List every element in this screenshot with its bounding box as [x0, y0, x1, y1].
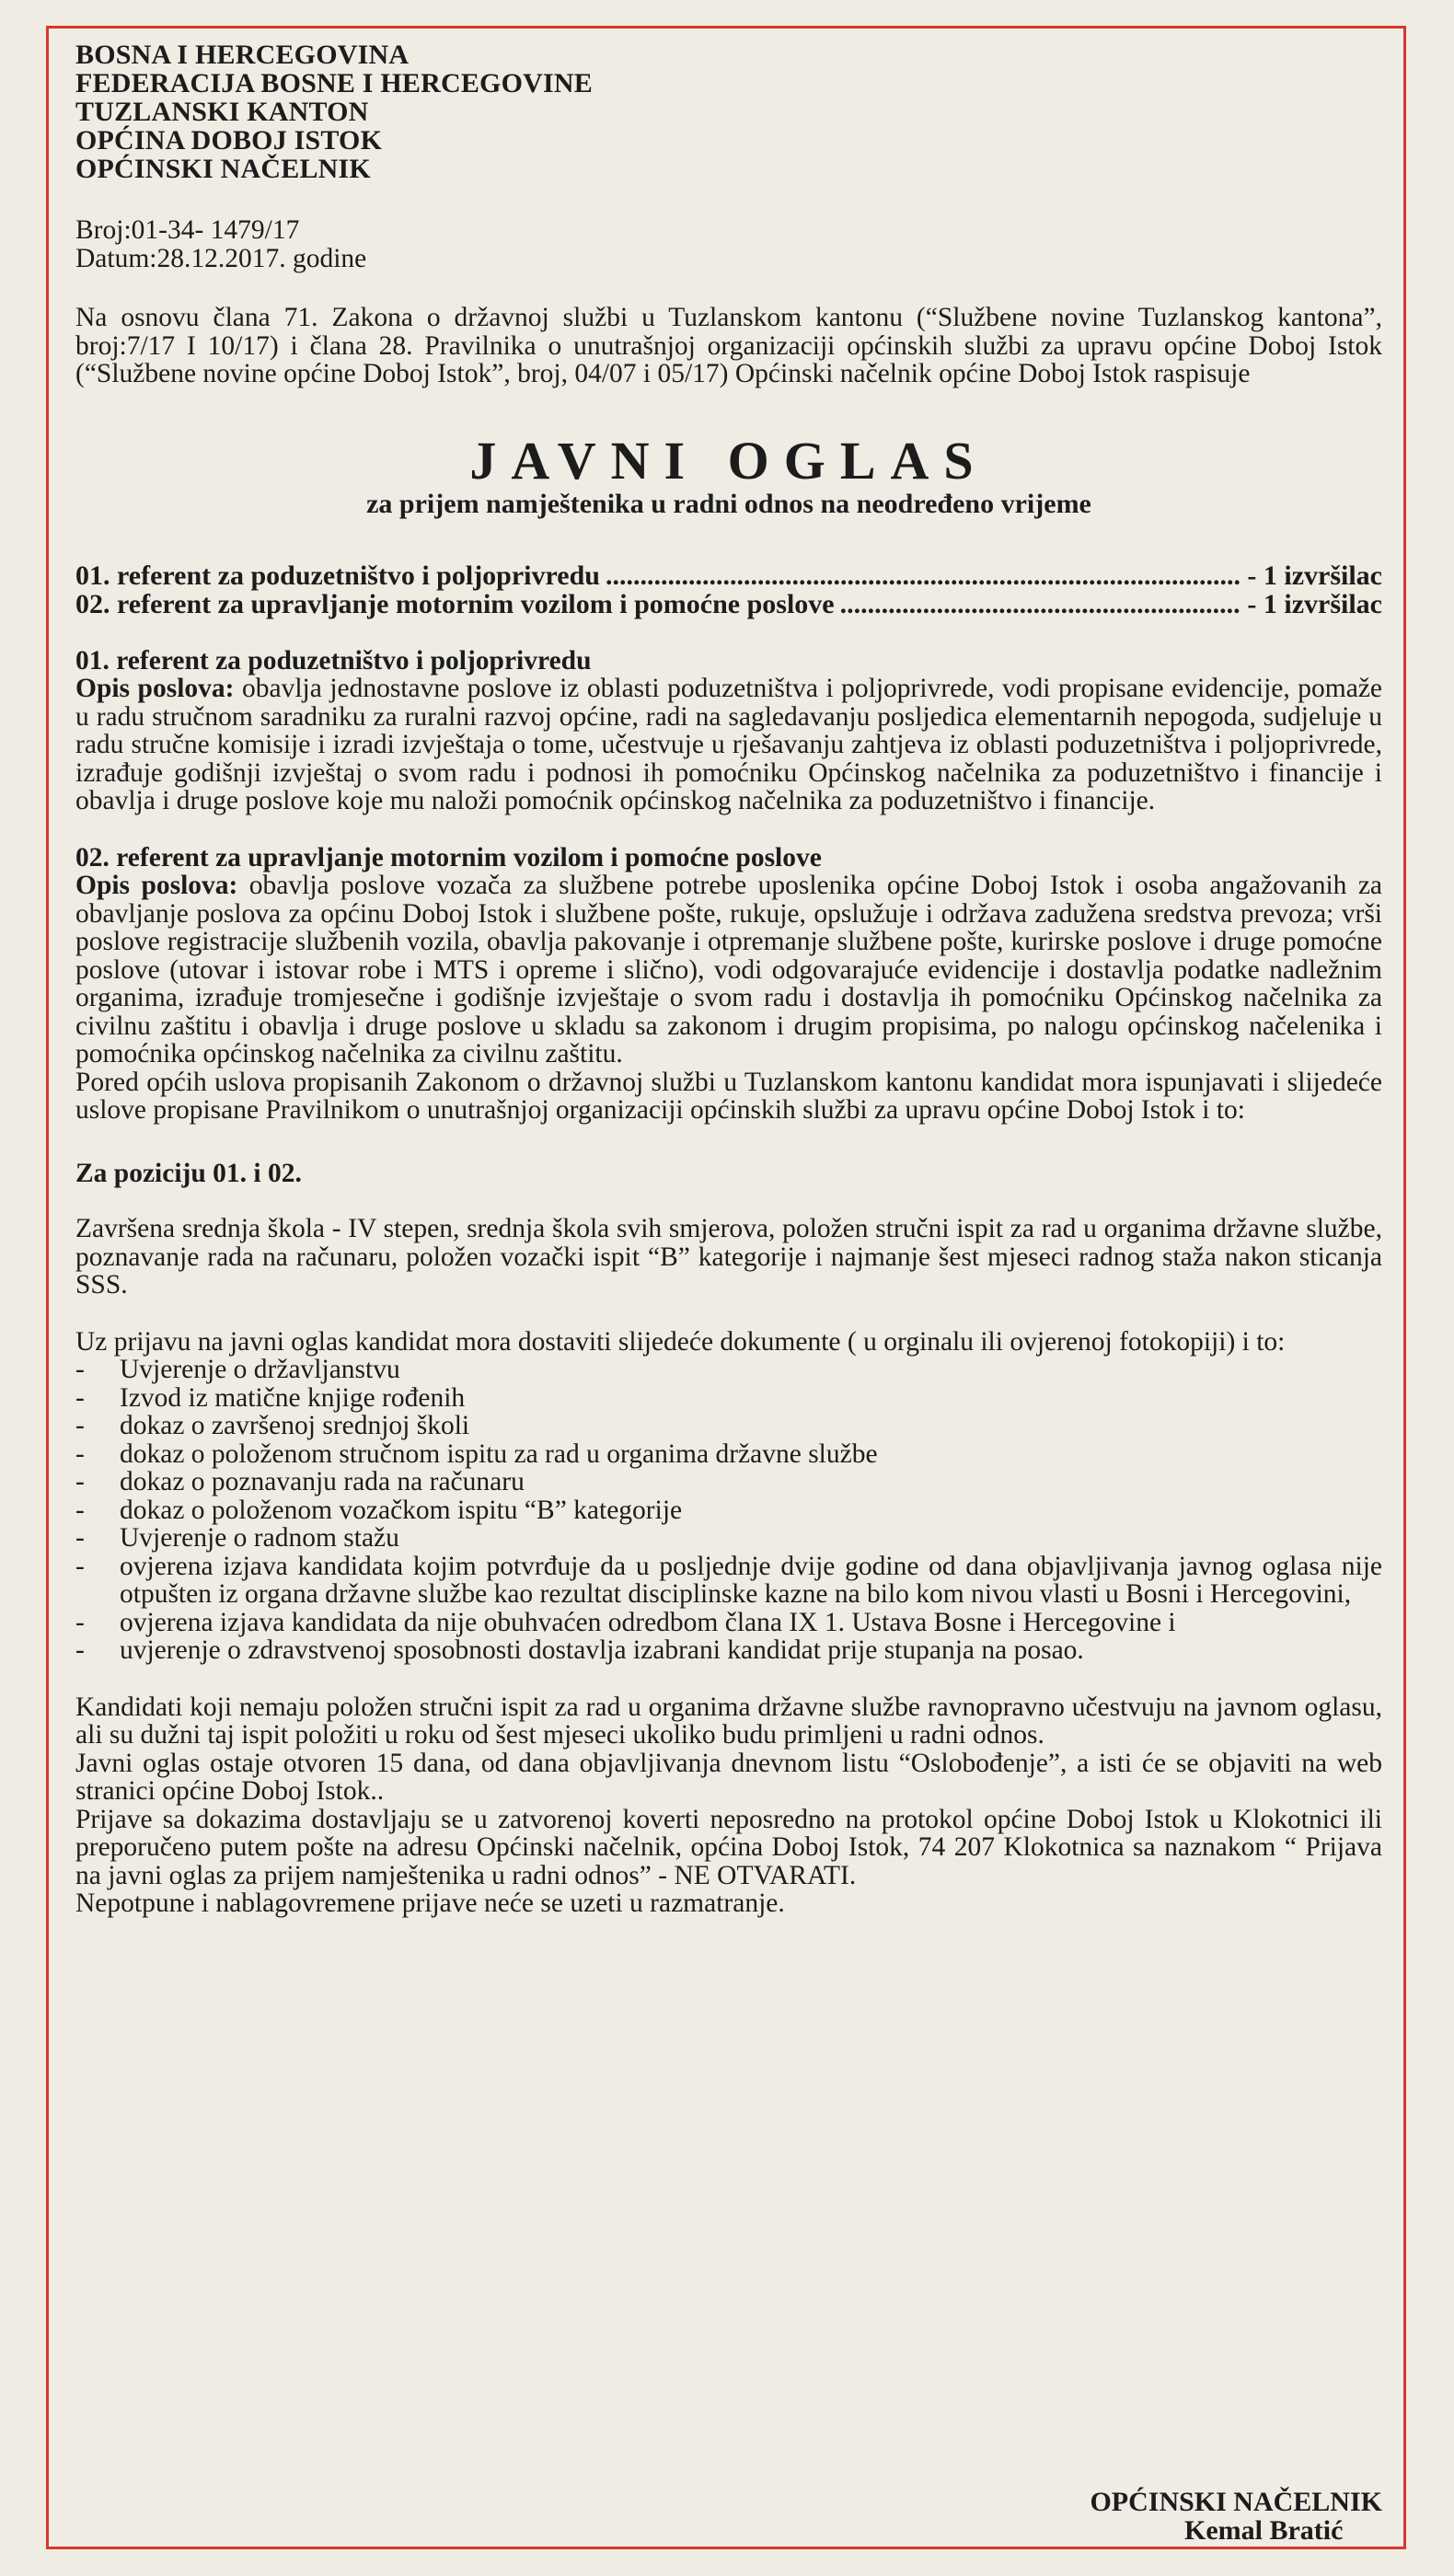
document-date: Datum:28.12.2017. godine [75, 243, 367, 273]
leader-dots [840, 590, 1242, 618]
signature-name: Kemal Bratić [1183, 2515, 1344, 2546]
general-conditions: Pored općih uslova propisanih Zakonom o državnoj službi u Tuzlanskom kantonu kandidat mora ispunjavati i slijedeće uslove propisane Pravilnikom o unutrašnjoj organizaciji općinskih službi za upravu općine Doboj Istok i to: [75, 1067, 1382, 1125]
list-item-text: ovjerena izjava kandidata da nije obuhvaćen odredbom člana IX 1. Ustava Bosne i Hercegovine i [120, 1607, 1176, 1637]
list-dash: - [75, 1467, 85, 1496]
list-dash: - [75, 1438, 85, 1469]
documents-list [75, 1356, 1382, 1665]
intro-paragraph: Na osnovu člana 71. Zakona o državnoj službi u Tuzlanskom kantonu (“Službene novine Tuzlanskog kantona”, broj:7/17 I 10/17) i člana 28. Pravilnika o unutrašnjoj organizaciji općinskih službi za upravu općine Doboj Istok (“Službene novine općine Doboj Istok”, broj, 04/07 i 05/17) Općinski načelnik općine Doboj Istok raspisuje [75, 303, 1382, 388]
header-line: BOSNA I HERCEGOVINA [75, 40, 410, 70]
reference-number: Broj:01-34- 1479/17 [75, 215, 300, 245]
list-item [75, 1524, 1382, 1553]
requirements-paragraph: Završena srednja škola - IV stepen, srednja škola svih smjerova, položen stručni ispit za rad u organima državne službe, poznavanje rada na računaru, položen vozački ispit “B” kategorije i najmanje šest mjeseci radnog staža nakon sticanja SSS. [75, 1214, 1382, 1300]
list-item-text: Uvjerenje o državljanstvu [120, 1355, 400, 1384]
list-item-text: dokaz o položenom vozačkom ispitu “B” kategorije [120, 1495, 683, 1525]
job-description-label: Opis poslova: [75, 674, 235, 703]
list-item [75, 1496, 1382, 1525]
position-count: - 1 izvršilac [1247, 588, 1382, 619]
closing-notes [75, 1693, 1382, 1918]
job-description-text: obavlja jednostavne poslove iz oblasti poduzetništva i poljoprivrede, vodi propisane evidencije, pomaže u radu stručnom saradniku za ruralni razvoj općine, radi na sagledavanju posljedica elementarnih nepogoda, sudjeluje u radu stručne komisije i izradi izvještaja o tome, učestvuje u rješavanju zahtjeva iz oblasti poduzetništva i poljoprivrede, izrađuje godišnji izvještaj o svom radu i podnosi ih pomoćniku Općinskog načelnika za poduzetništvo i financije i obavlja i druge poslove koje mu naloži pomoćnik općinskog načelnika za poduzetništvo i financije. [75, 674, 1382, 815]
list-item-text: Uvjerenje o radnom stažu [120, 1523, 399, 1553]
list-item [75, 1412, 1382, 1440]
list-item [75, 1468, 1382, 1496]
list-item [75, 1609, 1382, 1637]
position-name: 02. referent za upravljanje motornim vozilom i pomoćne poslove [75, 588, 835, 619]
list-dash: - [75, 1635, 85, 1665]
closing-paragraph: Prijave sa dokazima dostavljaju se u zatvorenoj koverti neposredno na protokol općine Doboj Istok u Klokotnici ili preporučeno putem pošte na adresu Općinski načelnik, općina Doboj Istok, 74 207 Klokotnica sa naznakom “ Prijava na javni oglas za prijem namještenika u radni odnos” - NE OTVARATI. [75, 1804, 1382, 1890]
job-description-text: obavlja poslove vozača za službene potrebe uposlenika općine Doboj Istok i osoba angažovanih za obavljanje poslova za općinu Doboj Istok i službene pošte, rukuje, opslužuje i održava zadužena sredstva prevoza; vrši poslove registracije službenih vozila, obavlja pakovanje i otpremanje službene pošte, kurirske poslove i druge pomoćne poslove (utovar i istovar robe i MTS i opreme i slično), vodi odgovarajuće evidencije i dostavlja podatke nadležnim organima, izrađuje tromjesečne i godišnje izvještaje o svom radu i dostavlja ih pomoćniku Općinskog načelnika za civilnu zaštitu i obavlja i druge poslove u skladu sa zakonom i drugim propisima, po nalogu općinskog načelenika i pomoćnika općinskog načelnika za civilnu zaštitu. [75, 871, 1382, 1069]
list-item [75, 1356, 1382, 1384]
document-meta [75, 216, 1382, 272]
leader-dots [606, 561, 1241, 590]
list-item-text: dokaz o poznavanju rada na računaru [120, 1467, 525, 1496]
header-line: OPĆINSKI NAČELNIK [75, 154, 371, 184]
position-name: 01. referent za poduzetništvo i poljoprivredu [75, 560, 600, 591]
position-count: - 1 izvršilac [1247, 560, 1382, 591]
list-item-text: dokaz o položenom stručnom ispitu za rad u organima državne službe [120, 1438, 878, 1469]
list-dash: - [75, 1551, 85, 1581]
announcement-body [75, 40, 1382, 1918]
header-line: FEDERACIJA BOSNE I HERCEGOVINE [75, 68, 593, 98]
list-item [75, 1636, 1382, 1665]
list-dash: - [75, 1607, 85, 1637]
list-item [75, 1384, 1382, 1413]
list-item-text: ovjerena izjava kandidata kojim potvrđuje da u posljednje dvije godine od dana objavljivanja javnog oglasa nije otpušten iz organa državne službe kao rezultat disciplinske kazne na bilo kom nivou vlasti u Bosni i Hercegovini, [120, 1551, 1382, 1609]
closing-paragraph: Javni oglas ostaje otvoren 15 dana, od dana objavljivanja dnevnom listu “Oslobođenje”, a isti će se objaviti na web stranici općine Doboj Istok.. [75, 1748, 1382, 1806]
list-dash: - [75, 1523, 85, 1553]
list-dash: - [75, 1382, 85, 1413]
list-item [75, 1553, 1382, 1609]
list-dash: - [75, 1495, 85, 1525]
section-position-1 [75, 647, 1382, 815]
job-description-label: Opis poslova: [75, 871, 238, 900]
list-item [75, 1440, 1382, 1469]
header-line: OPĆINA DOBOJ ISTOK [75, 125, 383, 156]
documents-intro: Uz prijavu na javni oglas kandidat mora dostaviti slijedeće dokumente ( u orginalu ili ovjerenoj fotokopiji) i to: [75, 1326, 1286, 1357]
list-dash: - [75, 1411, 85, 1440]
section-position-2 [75, 844, 1382, 1125]
section-title: 02. referent za upravljanje motornim vozilom i pomoćne poslove [75, 842, 822, 872]
position-row [75, 590, 1382, 618]
list-item-text: dokaz o završenoj srednjoj školi [120, 1411, 470, 1440]
job-description [75, 675, 1382, 815]
header-line: TUZLANSKI KANTON [75, 97, 369, 127]
positions-list [75, 561, 1382, 618]
job-description [75, 872, 1382, 1069]
closing-paragraph: Nepotpune i nablagovremene prijave neće se uzeti u razmatranje. [75, 1889, 785, 1918]
position-heading: Za poziciju 01. i 02. [75, 1158, 302, 1188]
signature-title: OPĆINSKI NAČELNIK [1090, 2487, 1382, 2517]
list-dash: - [75, 1355, 85, 1384]
closing-paragraph: Kandidati koji nemaju položen stručni ispit za rad u organima državne službe ravnopravno učestvuju na javnom oglasu, ali su dužni taj ispit položiti u roku od šest mjeseci ukoliko budu primljeni u radni odnos. [75, 1692, 1382, 1750]
position-row [75, 561, 1382, 590]
section-title: 01. referent za poduzetništvo i poljoprivredu [75, 645, 592, 676]
page-subtitle: za prijem namještenika u radni odnos na neodređeno vrijeme [366, 488, 1091, 519]
signature-block [1090, 2488, 1382, 2545]
issuer-header [75, 40, 1382, 183]
page-title: JAVNI OGLAS [469, 430, 988, 491]
list-item-text: Izvod iz matične knjige rođenih [120, 1382, 466, 1413]
list-item-text: uvjerenje o zdravstvenoj sposobnosti dostavlja izabrani kandidat prije stupanja na posao. [120, 1635, 1084, 1665]
